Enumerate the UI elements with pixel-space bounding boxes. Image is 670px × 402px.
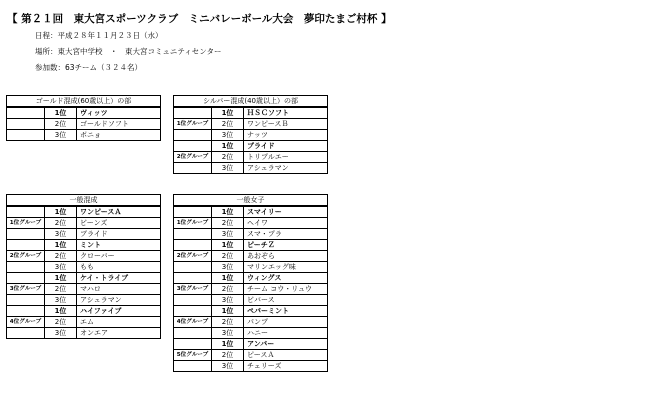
rank-cell: 2位 (212, 218, 244, 229)
table-row (7, 251, 161, 262)
team-name: アシュラマン (77, 295, 161, 306)
table-row (7, 262, 161, 273)
table-row (174, 141, 328, 152)
silver-division-table (173, 95, 328, 174)
table-header: 一般女子 (174, 195, 328, 207)
table-row (174, 152, 328, 163)
table-row (7, 119, 161, 130)
team-name: ワンピースＡ (77, 206, 161, 218)
group-label (174, 328, 212, 339)
table-row (174, 251, 328, 262)
rank-cell: 2位 (212, 350, 244, 361)
team-name: ワンピースＢ (244, 119, 328, 130)
team-name: スマ・プラ (244, 229, 328, 240)
rank-cell: 1位 (212, 206, 244, 218)
event-venue: 場所：東大宮中学校 ・ 東大宮コミュニティセンター (35, 47, 222, 56)
table-row (174, 339, 328, 350)
group-label (7, 119, 45, 130)
table-row (174, 295, 328, 306)
group-label (174, 306, 212, 317)
team-name: トリプルエー (244, 152, 328, 163)
team-name: ブライド (77, 229, 161, 240)
rank-cell: 3位 (45, 229, 77, 240)
table-row (174, 273, 328, 284)
group-label: 3位グループ (174, 284, 212, 295)
table-header: シルバー混成(40歳以上）の部 (174, 96, 328, 108)
table-row (7, 218, 161, 229)
team-name: パンプ (244, 317, 328, 328)
group-label (174, 262, 212, 273)
rank-cell: 2位 (212, 119, 244, 130)
group-label (7, 206, 45, 218)
table-row (174, 206, 328, 218)
group-label: 3位グループ (7, 284, 45, 295)
rank-cell: 1位 (45, 107, 77, 119)
team-name: アンバー (244, 339, 328, 350)
table-row (7, 240, 161, 251)
table-row (174, 262, 328, 273)
rank-cell: 2位 (45, 251, 77, 262)
group-label (7, 107, 45, 119)
rank-cell: 3位 (45, 295, 77, 306)
group-label (7, 306, 45, 317)
group-label (174, 107, 212, 119)
group-label (174, 295, 212, 306)
rank-cell: 3位 (212, 262, 244, 273)
rank-cell: 1位 (45, 273, 77, 284)
team-name: ビバース (244, 295, 328, 306)
rank-cell: 2位 (45, 284, 77, 295)
table-row (7, 273, 161, 284)
team-name: ミント (77, 240, 161, 251)
rank-cell: 1位 (212, 240, 244, 251)
team-name: ＨＳＣソフト (244, 107, 328, 119)
rank-cell: 2位 (212, 284, 244, 295)
group-label (7, 273, 45, 284)
table-row (7, 107, 161, 119)
group-label (174, 141, 212, 152)
team-name: ハニー (244, 328, 328, 339)
group-label: 2位グループ (174, 251, 212, 262)
group-label (174, 339, 212, 350)
table-row (7, 306, 161, 317)
rank-cell: 1位 (212, 273, 244, 284)
page-title: 【 第２１回 東大宮スポーツクラブ ミニバレーボール大会 夢印たまご村杯 】 (7, 13, 392, 25)
table-row (174, 361, 328, 372)
team-name: あおぞら (244, 251, 328, 262)
team-name: クローバー (77, 251, 161, 262)
table-row (174, 317, 328, 328)
group-label: 1位グループ (174, 119, 212, 130)
team-name: ナッツ (244, 130, 328, 141)
table-row (174, 163, 328, 174)
table-row (174, 350, 328, 361)
team-name: ピーチＺ (244, 240, 328, 251)
rank-cell: 3位 (212, 328, 244, 339)
table-row (7, 229, 161, 240)
table-row (174, 119, 328, 130)
team-name: ハイファイブ (77, 306, 161, 317)
team-name: スマイリー (244, 206, 328, 218)
group-label (174, 206, 212, 218)
table-header: 一般混成 (7, 195, 161, 207)
team-name: エム (77, 317, 161, 328)
team-name: ヴィッツ (77, 107, 161, 119)
rank-cell: 3位 (45, 262, 77, 273)
group-label (7, 240, 45, 251)
group-label: 1位グループ (174, 218, 212, 229)
group-label (7, 295, 45, 306)
table-row (7, 284, 161, 295)
team-name: ヘイワ (244, 218, 328, 229)
rank-cell: 3位 (212, 361, 244, 372)
group-label (174, 273, 212, 284)
group-label: 1位グループ (7, 218, 45, 229)
table-row (7, 328, 161, 339)
rank-cell: 1位 (45, 306, 77, 317)
team-name: ゴールドソフト (77, 119, 161, 130)
gold-division-table (6, 95, 161, 141)
group-label (7, 229, 45, 240)
table-row (174, 229, 328, 240)
mixed-division-table (6, 194, 161, 339)
rank-cell: 2位 (212, 317, 244, 328)
table-header: ゴールド混成(60歳以上）の部 (7, 96, 161, 108)
table-row (7, 130, 161, 141)
group-label (174, 240, 212, 251)
rank-cell: 2位 (45, 119, 77, 130)
rank-cell: 2位 (212, 152, 244, 163)
rank-cell: 1位 (212, 141, 244, 152)
team-name: ビーンズ (77, 218, 161, 229)
rank-cell: 3位 (212, 229, 244, 240)
event-participants: 参加数：63チーム（３２４名） (35, 63, 143, 72)
team-name: マハロ (77, 284, 161, 295)
team-name: ウィングス (244, 273, 328, 284)
team-name: アシュラマン (244, 163, 328, 174)
team-name: もも (77, 262, 161, 273)
table-row (7, 206, 161, 218)
table-row (7, 295, 161, 306)
team-name: ブライド (244, 141, 328, 152)
table-row (174, 306, 328, 317)
group-label (174, 229, 212, 240)
rank-cell: 2位 (45, 218, 77, 229)
rank-cell: 3位 (212, 130, 244, 141)
table-row (174, 218, 328, 229)
rank-cell: 3位 (45, 328, 77, 339)
rank-cell: 3位 (212, 295, 244, 306)
rank-cell: 3位 (45, 130, 77, 141)
group-label (7, 262, 45, 273)
group-label: 4位グループ (174, 317, 212, 328)
table-row (174, 130, 328, 141)
team-name: ケイ・トライブ (77, 273, 161, 284)
team-name: マリンエッグ味 (244, 262, 328, 273)
group-label: 2位グループ (174, 152, 212, 163)
team-name: オンエア (77, 328, 161, 339)
rank-cell: 1位 (212, 107, 244, 119)
group-label: 5位グループ (174, 350, 212, 361)
group-label (174, 163, 212, 174)
rank-cell: 2位 (212, 251, 244, 262)
table-row (7, 317, 161, 328)
team-name: ピースＡ (244, 350, 328, 361)
team-name: ペパーミント (244, 306, 328, 317)
table-row (174, 240, 328, 251)
team-name: チーム コウ・リュウ (244, 284, 328, 295)
table-row (174, 284, 328, 295)
group-label (174, 361, 212, 372)
rank-cell: 1位 (45, 206, 77, 218)
group-label (7, 328, 45, 339)
team-name: チェリーズ (244, 361, 328, 372)
rank-cell: 1位 (45, 240, 77, 251)
rank-cell: 1位 (212, 306, 244, 317)
event-date: 日程：平成２８年１１月２３日（水） (35, 31, 163, 40)
rank-cell: 3位 (212, 163, 244, 174)
table-row (174, 328, 328, 339)
group-label: 4位グループ (7, 317, 45, 328)
group-label: 2位グループ (7, 251, 45, 262)
table-row (174, 107, 328, 119)
group-label (174, 130, 212, 141)
team-name: ボニョ (77, 130, 161, 141)
women-division-table (173, 194, 328, 372)
group-label (7, 130, 45, 141)
rank-cell: 1位 (212, 339, 244, 350)
rank-cell: 2位 (45, 317, 77, 328)
